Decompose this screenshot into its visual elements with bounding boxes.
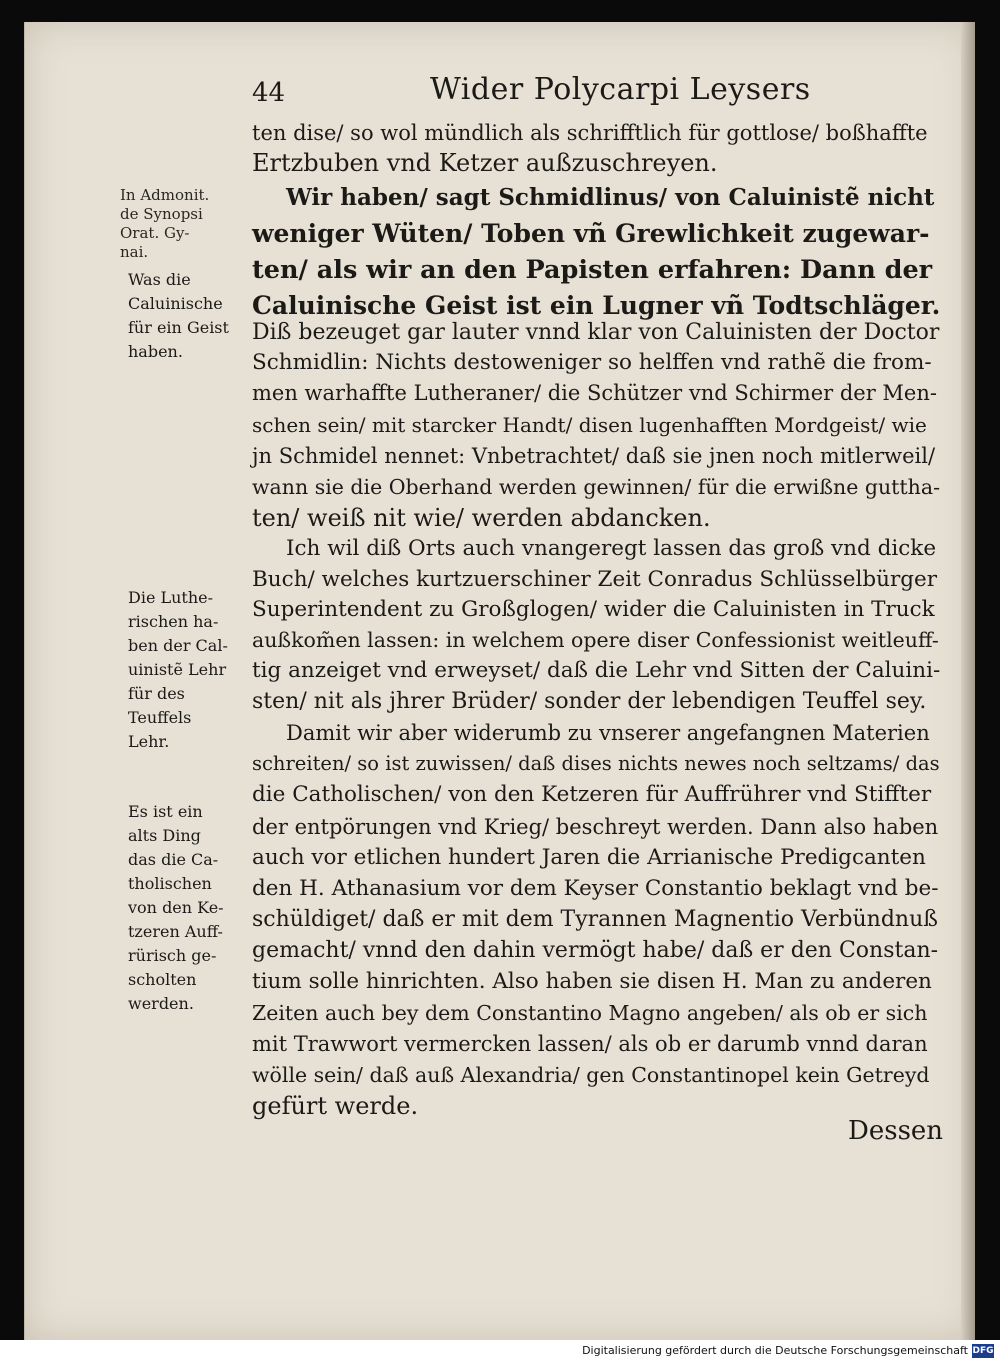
margin-note: scholten bbox=[128, 970, 197, 989]
margin-note: Caluinische bbox=[128, 294, 223, 313]
page-number: 44 bbox=[252, 78, 286, 108]
margin-note: Was die bbox=[128, 270, 191, 289]
text-line: wölle sein/ daß auß Alexandria/ gen Constantinopel kein Getreyd bbox=[252, 1063, 930, 1087]
running-head: Wider Polycarpi Leysers bbox=[430, 72, 811, 107]
text-line: Diß bezeuget gar lauter vnnd klar von Caluinisten der Doctor bbox=[252, 320, 940, 345]
margin-ref: Orat. Gy- bbox=[120, 224, 190, 242]
margin-note: Teuffels bbox=[128, 708, 192, 727]
margin-note: das die Ca- bbox=[128, 850, 219, 869]
text-line: schreiten/ so ist zuwissen/ daß dises nichts newes noch seltzams/ das bbox=[252, 752, 940, 775]
margin-note: Die Luthe- bbox=[128, 588, 214, 607]
text-line: mit Trawwort vermercken lassen/ als ob er darumb vnnd daran bbox=[252, 1032, 928, 1056]
text-line: der entpörungen vnd Krieg/ beschreyt werden. Dann also haben bbox=[252, 815, 939, 839]
quote-line: weniger Wüten/ Toben vñ Grewlichkeit zugewar- bbox=[252, 219, 930, 248]
margin-note: für ein Geist bbox=[128, 318, 229, 337]
text-line: gefürt werde. bbox=[252, 1092, 419, 1120]
margin-ref: de Synopsi bbox=[120, 205, 203, 223]
margin-note: tzeren Auff- bbox=[128, 922, 223, 941]
text-line: ten dise/ so wol mündlich als schrifftlich für gottlose/ boßhaffte bbox=[252, 121, 928, 145]
margin-note: von den Ke- bbox=[128, 898, 224, 917]
text-line: auch vor etlichen hundert Jaren die Arrianische Predigcanten bbox=[252, 845, 926, 870]
text-line: wann sie die Oberhand werden gewinnen/ für die erwißne guttha- bbox=[252, 475, 941, 499]
quote-line: Wir haben/ sagt Schmidlinus/ von Caluinistẽ nicht bbox=[286, 184, 935, 211]
margin-note: rürisch ge- bbox=[128, 946, 217, 965]
text-line: die Catholischen/ von den Ketzeren für Auffrührer vnd Stiffter bbox=[252, 782, 932, 807]
margin-note: werden. bbox=[128, 994, 194, 1013]
text-line: schüldiget/ daß er mit dem Tyrannen Magnentio Verbündnuß bbox=[252, 907, 938, 932]
margin-note: tholischen bbox=[128, 874, 212, 893]
text-line: men warhaffte Lutheraner/ die Schützer vnd Schirmer der Men- bbox=[252, 381, 937, 405]
catchword: Dessen bbox=[848, 1116, 944, 1146]
page-gutter bbox=[961, 22, 975, 1340]
margin-note: Lehr. bbox=[128, 732, 170, 751]
text-line: ten/ weiß nit wie/ werden abdancken. bbox=[252, 504, 711, 532]
text-line: schen sein/ mit starcker Handt/ disen lugenhafften Mordgeist/ wie bbox=[252, 413, 927, 437]
margin-ref: In Admonit. bbox=[120, 186, 210, 204]
dfg-logo: DFG bbox=[972, 1346, 994, 1356]
margin-note: alts Ding bbox=[128, 826, 201, 845]
text-line: Ertzbuben vnd Ketzer außzuschreyen. bbox=[252, 149, 718, 177]
text-line: Schmidlin: Nichts destoweniger so helffen vnd rathẽ die from- bbox=[252, 350, 932, 375]
text-line: gemacht/ vnnd den dahin vermögt habe/ daß er den Constan- bbox=[252, 938, 939, 963]
text-line: Buch/ welches kurtzuerschiner Zeit Conradus Schlüsselbürger bbox=[252, 567, 938, 592]
margin-note: Es ist ein bbox=[128, 802, 203, 821]
text-line: den H. Athanasium vor dem Keyser Constantio beklagt vnd be- bbox=[252, 876, 939, 901]
footer-credit: Digitalisierung gefördert durch die Deutsche Forschungsgemeinschaft bbox=[582, 1344, 968, 1357]
text-line: Ich wil diß Orts auch vnangeregt lassen das groß vnd dicke bbox=[286, 536, 937, 561]
margin-note: haben. bbox=[128, 342, 183, 361]
margin-note: rischen ha- bbox=[128, 612, 219, 631]
text-line: Superintendent zu Großglogen/ wider die Caluinisten in Truck bbox=[252, 597, 935, 622]
margin-note: ben der Cal- bbox=[128, 636, 228, 655]
text-line: tium solle hinrichten. Also haben sie disen H. Man zu anderen bbox=[252, 969, 932, 994]
margin-note: für des bbox=[128, 684, 185, 703]
text-line: sten/ nit als jhrer Brüder/ sonder der lebendigen Teuffel sey. bbox=[252, 689, 927, 714]
margin-note: uinistẽ Lehr bbox=[128, 660, 227, 679]
digitization-footer bbox=[0, 1340, 1000, 1363]
quote-line: Caluinische Geist ist ein Lugner vñ Todtschläger. bbox=[252, 291, 941, 320]
quote-line: ten/ als wir an den Papisten erfahren: Dann der bbox=[252, 255, 933, 285]
text-line: tig anzeiget vnd erweyset/ daß die Lehr vnd Sitten der Caluini- bbox=[252, 658, 941, 683]
margin-ref: nai. bbox=[120, 243, 149, 261]
text-line: jn Schmidel nennet: Vnbetrachtet/ daß sie jnen noch mitlerweil/ bbox=[252, 444, 936, 468]
text-line: außkom̃en lassen: in welchem opere diser Confessionist weitleuff- bbox=[252, 628, 939, 652]
text-line: Zeiten auch bey dem Constantino Magno angeben/ als ob er sich bbox=[252, 1001, 928, 1025]
text-line: Damit wir aber widerumb zu vnserer angefangnen Materien bbox=[286, 721, 930, 745]
